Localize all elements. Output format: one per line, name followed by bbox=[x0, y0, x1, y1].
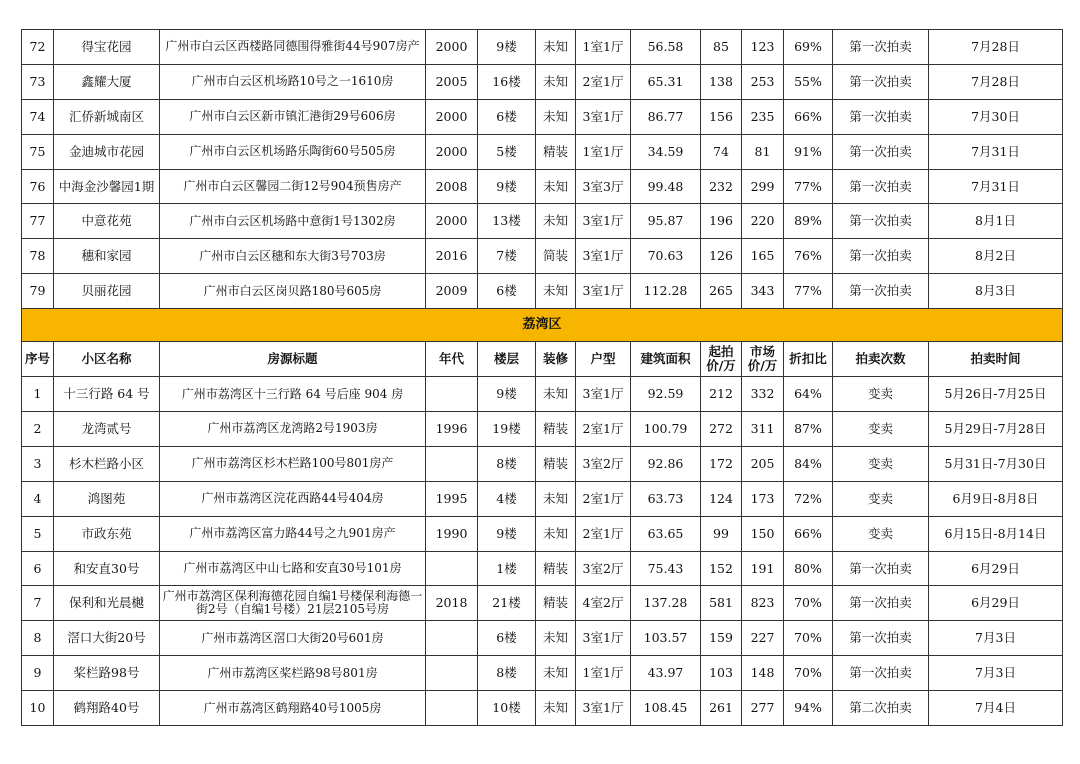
cell-decoration: 未知 bbox=[536, 377, 576, 412]
cell-index: 3 bbox=[22, 446, 54, 481]
cell-starting-price: 272 bbox=[701, 412, 742, 447]
cell-discount-ratio: 84% bbox=[784, 446, 833, 481]
cell-decoration: 未知 bbox=[536, 621, 576, 656]
cell-auction-round: 第一次拍卖 bbox=[833, 656, 929, 691]
cell-auction-round: 第一次拍卖 bbox=[833, 64, 929, 99]
cell-floor: 9楼 bbox=[478, 30, 536, 65]
cell-decoration: 精装 bbox=[536, 412, 576, 447]
cell-auction-round: 第一次拍卖 bbox=[833, 586, 929, 621]
cell-market-price: 148 bbox=[742, 656, 784, 691]
cell-layout: 4室2厅 bbox=[576, 586, 631, 621]
cell-market-price: 123 bbox=[742, 30, 784, 65]
cell-starting-price: 581 bbox=[701, 586, 742, 621]
table-row bbox=[22, 656, 1063, 691]
cell-auction-date: 6月29日 bbox=[929, 586, 1063, 621]
cell-floor: 7楼 bbox=[478, 239, 536, 274]
cell-floor: 8楼 bbox=[478, 656, 536, 691]
cell-layout: 3室1厅 bbox=[576, 377, 631, 412]
cell-build-year: 2000 bbox=[426, 99, 478, 134]
cell-listing-title: 广州市荔湾区桨栏路98号801房 bbox=[160, 656, 426, 691]
cell-build-year bbox=[426, 551, 478, 586]
cell-market-price: 823 bbox=[742, 586, 784, 621]
cell-listing-title: 广州市白云区穗和东大街3号703房 bbox=[160, 239, 426, 274]
district-section-row bbox=[22, 309, 1063, 342]
cell-build-year: 2000 bbox=[426, 134, 478, 169]
header-floor-area: 建筑面积 bbox=[631, 342, 701, 377]
cell-community-name: 桨栏路98号 bbox=[54, 656, 160, 691]
cell-community-name: 杉木栏路小区 bbox=[54, 446, 160, 481]
cell-layout: 2室1厅 bbox=[576, 412, 631, 447]
cell-listing-title: 广州市白云区机场路中意街1号1302房 bbox=[160, 204, 426, 239]
cell-auction-date: 5月26日-7月25日 bbox=[929, 377, 1063, 412]
cell-auction-date: 7月31日 bbox=[929, 169, 1063, 204]
cell-decoration: 未知 bbox=[536, 274, 576, 309]
cell-floor: 13楼 bbox=[478, 204, 536, 239]
cell-market-price: 299 bbox=[742, 169, 784, 204]
cell-market-price: 343 bbox=[742, 274, 784, 309]
cell-starting-price: 152 bbox=[701, 551, 742, 586]
cell-layout: 3室1厅 bbox=[576, 621, 631, 656]
cell-index: 79 bbox=[22, 274, 54, 309]
cell-market-price: 235 bbox=[742, 99, 784, 134]
cell-discount-ratio: 89% bbox=[784, 204, 833, 239]
cell-index: 72 bbox=[22, 30, 54, 65]
cell-auction-date: 7月31日 bbox=[929, 134, 1063, 169]
cell-floor: 6楼 bbox=[478, 99, 536, 134]
cell-auction-round: 第一次拍卖 bbox=[833, 30, 929, 65]
header-starting-price: 起拍价/万 bbox=[701, 342, 742, 377]
table-row bbox=[22, 204, 1063, 239]
cell-community-name: 和安直30号 bbox=[54, 551, 160, 586]
cell-community-name: 保利和光晨樾 bbox=[54, 586, 160, 621]
cell-listing-title: 广州市荔湾区龙湾路2号1903房 bbox=[160, 412, 426, 447]
cell-layout: 2室1厅 bbox=[576, 64, 631, 99]
cell-layout: 3室1厅 bbox=[576, 274, 631, 309]
cell-listing-title: 广州市荔湾区富力路44号之九901房产 bbox=[160, 516, 426, 551]
cell-build-year: 2000 bbox=[426, 204, 478, 239]
cell-discount-ratio: 80% bbox=[784, 551, 833, 586]
cell-floor-area: 137.28 bbox=[631, 586, 701, 621]
header-build-year: 年代 bbox=[426, 342, 478, 377]
cell-listing-title: 广州市白云区新市镇汇港街29号606房 bbox=[160, 99, 426, 134]
cell-market-price: 311 bbox=[742, 412, 784, 447]
cell-listing-title: 广州市荔湾区杉木栏路100号801房产 bbox=[160, 446, 426, 481]
cell-market-price: 227 bbox=[742, 621, 784, 656]
cell-floor-area: 75.43 bbox=[631, 551, 701, 586]
cell-discount-ratio: 70% bbox=[784, 586, 833, 621]
cell-listing-title: 广州市荔湾区滘口大街20号601房 bbox=[160, 621, 426, 656]
cell-decoration: 未知 bbox=[536, 481, 576, 516]
cell-community-name: 汇侨新城南区 bbox=[54, 99, 160, 134]
cell-community-name: 滘口大街20号 bbox=[54, 621, 160, 656]
cell-index: 6 bbox=[22, 551, 54, 586]
cell-auction-date: 6月15日-8月14日 bbox=[929, 516, 1063, 551]
cell-layout: 3室1厅 bbox=[576, 239, 631, 274]
table-row bbox=[22, 239, 1063, 274]
table-row bbox=[22, 481, 1063, 516]
cell-floor-area: 43.97 bbox=[631, 656, 701, 691]
cell-build-year: 2005 bbox=[426, 64, 478, 99]
cell-auction-date: 6月29日 bbox=[929, 551, 1063, 586]
cell-index: 76 bbox=[22, 169, 54, 204]
cell-community-name: 金迪城市花园 bbox=[54, 134, 160, 169]
cell-floor-area: 65.31 bbox=[631, 64, 701, 99]
table-row bbox=[22, 134, 1063, 169]
cell-market-price: 173 bbox=[742, 481, 784, 516]
cell-floor-area: 63.65 bbox=[631, 516, 701, 551]
header-layout: 户型 bbox=[576, 342, 631, 377]
cell-community-name: 中海金沙馨园1期 bbox=[54, 169, 160, 204]
cell-decoration: 精装 bbox=[536, 586, 576, 621]
cell-community-name: 穗和家园 bbox=[54, 239, 160, 274]
cell-floor: 21楼 bbox=[478, 586, 536, 621]
cell-starting-price: 265 bbox=[701, 274, 742, 309]
cell-build-year bbox=[426, 621, 478, 656]
cell-auction-round: 第一次拍卖 bbox=[833, 551, 929, 586]
cell-community-name: 鸿图苑 bbox=[54, 481, 160, 516]
cell-community-name: 贝丽花园 bbox=[54, 274, 160, 309]
cell-community-name: 十三行路 64 号 bbox=[54, 377, 160, 412]
cell-starting-price: 159 bbox=[701, 621, 742, 656]
cell-layout: 3室3厅 bbox=[576, 169, 631, 204]
cell-auction-date: 8月2日 bbox=[929, 239, 1063, 274]
cell-discount-ratio: 72% bbox=[784, 481, 833, 516]
cell-index: 1 bbox=[22, 377, 54, 412]
table-row bbox=[22, 274, 1063, 309]
cell-auction-date: 7月28日 bbox=[929, 64, 1063, 99]
cell-discount-ratio: 55% bbox=[784, 64, 833, 99]
cell-floor: 5楼 bbox=[478, 134, 536, 169]
cell-floor-area: 100.79 bbox=[631, 412, 701, 447]
cell-auction-round: 第一次拍卖 bbox=[833, 169, 929, 204]
cell-auction-round: 变卖 bbox=[833, 446, 929, 481]
cell-discount-ratio: 76% bbox=[784, 239, 833, 274]
cell-community-name: 中意花苑 bbox=[54, 204, 160, 239]
cell-auction-date: 8月3日 bbox=[929, 274, 1063, 309]
cell-starting-price: 126 bbox=[701, 239, 742, 274]
header-market-price: 市场价/万 bbox=[742, 342, 784, 377]
cell-market-price: 220 bbox=[742, 204, 784, 239]
cell-community-name: 鹤翔路40号 bbox=[54, 691, 160, 726]
cell-auction-date: 7月28日 bbox=[929, 30, 1063, 65]
cell-floor: 6楼 bbox=[478, 274, 536, 309]
cell-index: 9 bbox=[22, 656, 54, 691]
cell-community-name: 得宝花园 bbox=[54, 30, 160, 65]
cell-starting-price: 99 bbox=[701, 516, 742, 551]
cell-listing-title: 广州市白云区西楼路同德围得雅街44号907房产 bbox=[160, 30, 426, 65]
cell-floor: 16楼 bbox=[478, 64, 536, 99]
cell-build-year: 2016 bbox=[426, 239, 478, 274]
cell-decoration: 未知 bbox=[536, 516, 576, 551]
cell-layout: 2室1厅 bbox=[576, 481, 631, 516]
cell-starting-price: 172 bbox=[701, 446, 742, 481]
cell-floor-area: 34.59 bbox=[631, 134, 701, 169]
cell-community-name: 市政东苑 bbox=[54, 516, 160, 551]
cell-floor-area: 86.77 bbox=[631, 99, 701, 134]
cell-build-year: 1990 bbox=[426, 516, 478, 551]
cell-market-price: 191 bbox=[742, 551, 784, 586]
cell-discount-ratio: 69% bbox=[784, 30, 833, 65]
cell-build-year: 2009 bbox=[426, 274, 478, 309]
cell-layout: 3室2厅 bbox=[576, 446, 631, 481]
table-row bbox=[22, 412, 1063, 447]
header-listing-title: 房源标题 bbox=[160, 342, 426, 377]
cell-auction-round: 变卖 bbox=[833, 377, 929, 412]
cell-decoration: 精装 bbox=[536, 551, 576, 586]
cell-auction-date: 7月4日 bbox=[929, 691, 1063, 726]
cell-listing-title: 广州市白云区岗贝路180号605房 bbox=[160, 274, 426, 309]
cell-starting-price: 196 bbox=[701, 204, 742, 239]
cell-index: 74 bbox=[22, 99, 54, 134]
cell-market-price: 205 bbox=[742, 446, 784, 481]
cell-auction-date: 5月29日-7月28日 bbox=[929, 412, 1063, 447]
cell-discount-ratio: 87% bbox=[784, 412, 833, 447]
table-row bbox=[22, 169, 1063, 204]
table-row bbox=[22, 30, 1063, 65]
cell-starting-price: 232 bbox=[701, 169, 742, 204]
cell-auction-round: 第一次拍卖 bbox=[833, 239, 929, 274]
cell-build-year bbox=[426, 377, 478, 412]
cell-auction-date: 8月1日 bbox=[929, 204, 1063, 239]
table-row bbox=[22, 551, 1063, 586]
cell-discount-ratio: 66% bbox=[784, 99, 833, 134]
cell-floor-area: 63.73 bbox=[631, 481, 701, 516]
cell-layout: 3室1厅 bbox=[576, 99, 631, 134]
cell-auction-round: 变卖 bbox=[833, 481, 929, 516]
cell-decoration: 未知 bbox=[536, 30, 576, 65]
cell-build-year: 2018 bbox=[426, 586, 478, 621]
cell-decoration: 精装 bbox=[536, 134, 576, 169]
cell-decoration: 未知 bbox=[536, 169, 576, 204]
cell-floor-area: 70.63 bbox=[631, 239, 701, 274]
cell-listing-title: 广州市荔湾区保利海德花园自编1号楼保利海德一街2号（自编1号楼）21层2105号房 bbox=[160, 586, 426, 621]
table-row bbox=[22, 446, 1063, 481]
table-row bbox=[22, 516, 1063, 551]
cell-layout: 2室1厅 bbox=[576, 516, 631, 551]
header-decoration: 装修 bbox=[536, 342, 576, 377]
cell-layout: 1室1厅 bbox=[576, 134, 631, 169]
cell-floor-area: 95.87 bbox=[631, 204, 701, 239]
cell-decoration: 未知 bbox=[536, 204, 576, 239]
cell-layout: 3室1厅 bbox=[576, 204, 631, 239]
cell-index: 2 bbox=[22, 412, 54, 447]
cell-community-name: 鑫耀大厦 bbox=[54, 64, 160, 99]
cell-decoration: 未知 bbox=[536, 656, 576, 691]
cell-build-year: 2008 bbox=[426, 169, 478, 204]
cell-market-price: 150 bbox=[742, 516, 784, 551]
cell-decoration: 未知 bbox=[536, 64, 576, 99]
header-auction-date: 拍卖时间 bbox=[929, 342, 1063, 377]
cell-auction-round: 第一次拍卖 bbox=[833, 621, 929, 656]
cell-build-year: 1996 bbox=[426, 412, 478, 447]
cell-index: 7 bbox=[22, 586, 54, 621]
cell-discount-ratio: 77% bbox=[784, 274, 833, 309]
cell-auction-date: 7月3日 bbox=[929, 621, 1063, 656]
cell-layout: 3室1厅 bbox=[576, 691, 631, 726]
table-row bbox=[22, 586, 1063, 621]
cell-build-year bbox=[426, 446, 478, 481]
cell-discount-ratio: 64% bbox=[784, 377, 833, 412]
cell-index: 10 bbox=[22, 691, 54, 726]
table-row bbox=[22, 621, 1063, 656]
cell-build-year: 2000 bbox=[426, 30, 478, 65]
cell-decoration: 未知 bbox=[536, 99, 576, 134]
cell-floor-area: 103.57 bbox=[631, 621, 701, 656]
table-row bbox=[22, 64, 1063, 99]
cell-build-year bbox=[426, 656, 478, 691]
cell-starting-price: 212 bbox=[701, 377, 742, 412]
cell-index: 8 bbox=[22, 621, 54, 656]
cell-auction-date: 6月9日-8月8日 bbox=[929, 481, 1063, 516]
cell-index: 5 bbox=[22, 516, 54, 551]
header-index: 序号 bbox=[22, 342, 54, 377]
district-section-title: 荔湾区 bbox=[22, 309, 1063, 342]
cell-listing-title: 广州市荔湾区浣花西路44号404房 bbox=[160, 481, 426, 516]
header-auction-round: 拍卖次数 bbox=[833, 342, 929, 377]
cell-starting-price: 138 bbox=[701, 64, 742, 99]
cell-auction-round: 第一次拍卖 bbox=[833, 99, 929, 134]
auction-table bbox=[21, 29, 1063, 726]
cell-auction-round: 第一次拍卖 bbox=[833, 274, 929, 309]
cell-auction-date: 5月31日-7月30日 bbox=[929, 446, 1063, 481]
cell-auction-round: 变卖 bbox=[833, 412, 929, 447]
table-body bbox=[22, 30, 1063, 726]
cell-auction-round: 第一次拍卖 bbox=[833, 134, 929, 169]
cell-starting-price: 124 bbox=[701, 481, 742, 516]
cell-auction-round: 第一次拍卖 bbox=[833, 204, 929, 239]
cell-market-price: 277 bbox=[742, 691, 784, 726]
cell-starting-price: 85 bbox=[701, 30, 742, 65]
cell-market-price: 81 bbox=[742, 134, 784, 169]
cell-auction-date: 7月3日 bbox=[929, 656, 1063, 691]
cell-index: 4 bbox=[22, 481, 54, 516]
cell-layout: 1室1厅 bbox=[576, 656, 631, 691]
cell-index: 75 bbox=[22, 134, 54, 169]
table-row bbox=[22, 377, 1063, 412]
cell-build-year bbox=[426, 691, 478, 726]
cell-layout: 3室2厅 bbox=[576, 551, 631, 586]
cell-floor-area: 56.58 bbox=[631, 30, 701, 65]
cell-floor: 8楼 bbox=[478, 446, 536, 481]
cell-market-price: 253 bbox=[742, 64, 784, 99]
cell-floor-area: 92.86 bbox=[631, 446, 701, 481]
cell-starting-price: 261 bbox=[701, 691, 742, 726]
cell-floor-area: 92.59 bbox=[631, 377, 701, 412]
cell-floor-area: 108.45 bbox=[631, 691, 701, 726]
cell-market-price: 165 bbox=[742, 239, 784, 274]
cell-floor: 6楼 bbox=[478, 621, 536, 656]
column-header-row bbox=[22, 342, 1063, 377]
cell-listing-title: 广州市荔湾区中山七路和安直30号101房 bbox=[160, 551, 426, 586]
header-floor: 楼层 bbox=[478, 342, 536, 377]
cell-discount-ratio: 70% bbox=[784, 621, 833, 656]
cell-listing-title: 广州市白云区机场路乐陶街60号505房 bbox=[160, 134, 426, 169]
cell-floor: 9楼 bbox=[478, 169, 536, 204]
cell-listing-title: 广州市白云区馨园二街12号904预售房产 bbox=[160, 169, 426, 204]
cell-floor: 9楼 bbox=[478, 377, 536, 412]
cell-index: 78 bbox=[22, 239, 54, 274]
cell-layout: 1室1厅 bbox=[576, 30, 631, 65]
cell-listing-title: 广州市荔湾区鹤翔路40号1005房 bbox=[160, 691, 426, 726]
cell-community-name: 龙湾贰号 bbox=[54, 412, 160, 447]
cell-discount-ratio: 70% bbox=[784, 656, 833, 691]
cell-decoration: 未知 bbox=[536, 691, 576, 726]
cell-market-price: 332 bbox=[742, 377, 784, 412]
header-community-name: 小区名称 bbox=[54, 342, 160, 377]
cell-decoration: 精装 bbox=[536, 446, 576, 481]
cell-floor: 1楼 bbox=[478, 551, 536, 586]
cell-starting-price: 74 bbox=[701, 134, 742, 169]
cell-floor: 9楼 bbox=[478, 516, 536, 551]
auction-listing-sheet bbox=[21, 29, 1063, 726]
cell-listing-title: 广州市荔湾区十三行路 64 号后座 904 房 bbox=[160, 377, 426, 412]
cell-listing-title: 广州市白云区机场路10号之一1610房 bbox=[160, 64, 426, 99]
cell-auction-round: 变卖 bbox=[833, 516, 929, 551]
cell-discount-ratio: 91% bbox=[784, 134, 833, 169]
header-discount-ratio: 折扣比 bbox=[784, 342, 833, 377]
cell-floor: 4楼 bbox=[478, 481, 536, 516]
cell-index: 77 bbox=[22, 204, 54, 239]
cell-discount-ratio: 77% bbox=[784, 169, 833, 204]
cell-auction-date: 7月30日 bbox=[929, 99, 1063, 134]
cell-floor-area: 112.28 bbox=[631, 274, 701, 309]
cell-starting-price: 103 bbox=[701, 656, 742, 691]
cell-discount-ratio: 94% bbox=[784, 691, 833, 726]
cell-auction-round: 第二次拍卖 bbox=[833, 691, 929, 726]
cell-build-year: 1995 bbox=[426, 481, 478, 516]
cell-floor: 19楼 bbox=[478, 412, 536, 447]
cell-decoration: 简装 bbox=[536, 239, 576, 274]
cell-floor-area: 99.48 bbox=[631, 169, 701, 204]
table-row bbox=[22, 99, 1063, 134]
table-row bbox=[22, 691, 1063, 726]
cell-starting-price: 156 bbox=[701, 99, 742, 134]
cell-floor: 10楼 bbox=[478, 691, 536, 726]
cell-discount-ratio: 66% bbox=[784, 516, 833, 551]
cell-index: 73 bbox=[22, 64, 54, 99]
